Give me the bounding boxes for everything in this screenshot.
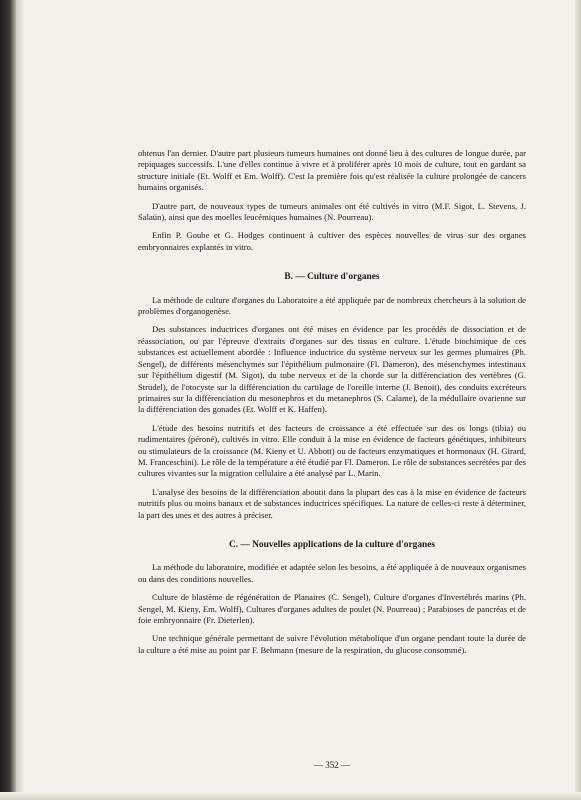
paragraph-substances-inductrices: Des substances inductrices d'organes ont été mises en évidence par les procédés de dissociation et de réassociation, ou par l'épreuve d'extraits d'organes sur des tissus en culture. L'étude biochimique de ces substances est actuellement abordée : Influence inductrice du système nerveux sur les germes plumaires (Ph. Sengel), de différents mésenchymes sur l'épithélium pulmonaire (Fl. Dameron), des mésenchymes intestinaux sur l'épithélium digestif (M. Sigot), du tube nerveux et de la chorde sur la différenciation des vertèbres (G. Strudel), de l'otocyste sur la différenciation du cartilage de l'oreille interne (J. Benoit), des conduits excréteurs primaires sur la différenciation du mesonephros et du metanephros (S. Calame), de la médullaire ovarienne sur la différenciation des gonades (Et. Wolff et K. Haffen). bbox=[138, 324, 526, 415]
scan-gutter bbox=[16, 0, 24, 800]
paragraph-analyse-besoins: L'analyse des besoins de la différenciation aboutit dans la plupart des cas à la mise en évidence de facteurs nutritifs plus ou moins banaux et de substances inductrices spécifiques. La nature de celles-ci reste à déterminer, la part des unes et des autres à préciser. bbox=[138, 486, 526, 520]
document-body bbox=[138, 148, 526, 656]
paragraph-besoins-nutritifs: L'étude des besoins nutritifs et des facteurs de croissance a été effectuée sur des os longs (tibia) ou rudimentaires (péroné), cultivés in vitro. Elle conduit à la mise en évidence de facteurs génétiques, inhibiteurs ou stimulateurs de la croissance (M. Kieny et U. Abbott) ou de facteurs enzymatiques et hormonaux (H. Girard, M. Franceschini). Le rôle de la température a été étudié par Fl. Dameron. Le rôle de substances secrétées par des cultures vivantes sur la migration cellulaire a été analysé par L. Marin. bbox=[138, 422, 526, 479]
page-edge-right bbox=[575, 0, 581, 800]
page-number: — 352 — bbox=[314, 760, 350, 770]
paragraph-virus: Enfin P. Goube et G. Hodges continuent à cultiver des espèces nouvelles de virus sur des organes embryonnaires explantés in vitro. bbox=[138, 230, 526, 252]
paragraph-methode-culture: La méthode de culture d'organes du Laboratoire a été appliquée par de nombreux chercheurs à la solution de problèmes d'organogenèse. bbox=[138, 294, 526, 317]
section-heading-c: C. — Nouvelles applications de la culture d'organes bbox=[228, 539, 436, 550]
scan-shadow-left bbox=[0, 0, 16, 800]
paragraph-tumeurs-humaines: obtenus l'an dernier. D'autre part plusieurs tumeurs humaines ont donné lieu à des cultures de longue durée, par repiquages successifs. L'une d'elles continue à vivre et à proliférer après 10 mois de culture, tout en gardant sa structure initiale (Et. Wolff et Em. Wolff). C'est la première fois qu'est réalisée la culture prolongée de cancers humains organisés. bbox=[138, 148, 526, 193]
section-heading-b: B. — Culture d'organes bbox=[284, 272, 380, 283]
paragraph-methode-laboratoire: La méthode du laboratoire, modifiée et adaptée selon les besoins, a été appliquée à de nouveaux organismes ou dans des conditions nouvelles. bbox=[138, 562, 526, 584]
paragraph-culture-blasteme: Culture de blastème de régénération de Planaires (C. Sengel), Culture d'organes d'Invertébrés marins (Ph. Sengel, M. Kieny, Em. Wolff), Cultures d'organes adultes de poulet (N. Pourreau) ; Parabioses de pancréas et de foie embryonnaire (Fr. Dieterlen). bbox=[138, 592, 526, 625]
page-edge-bottom bbox=[0, 792, 581, 800]
paragraph-tumeurs-animales: D'autre part, de nouveaux types de tumeurs animales ont été cultivés in vitro (M.F. Sigot, L. Stevens, J. Salaün), ainsi que des moelles leucémiques humaines (N. Pourreau). bbox=[138, 200, 526, 223]
paragraph-technique-generale: Une technique générale permettant de suivre l'évolution métabolique d'un organe pendant toute la durée de la culture a été mise au point par F. Behmann (mesure de la respiration, du glucose consommé). bbox=[138, 633, 526, 655]
